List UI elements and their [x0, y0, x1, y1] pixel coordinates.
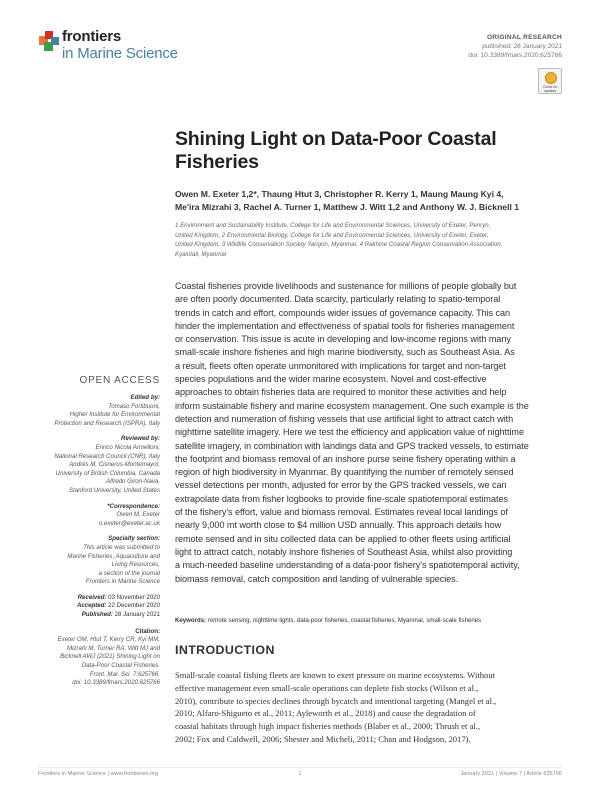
- editor-line: Higher Institute for Environmental: [69, 411, 160, 419]
- intro-line: 2010; Alfaro-Shigueto et al., 2011; Ayleworth et al., 2018) and cause the degradation of: [175, 708, 476, 719]
- abstract-line: nighttime satellite imagery. Here we test the efficiency and application value of nighttime: [175, 427, 524, 438]
- abstract-line: remote sensed and in situ collected data can be applied to other fleets using artificial: [175, 533, 511, 544]
- abstract-line: species populations and the wider marine ecosystem. Novel and cost-effective: [175, 374, 487, 385]
- reviewer-line: National Research Council (CNR), Italy: [54, 452, 160, 460]
- abstract-line: small-scale inshore fisheries and high marine biodiversity, such as Southeast Asia. As: [175, 347, 515, 358]
- author-line[interactable]: Me'ira Mizrahi 3, Rachel A. Turner 1, Matthew J. Witt 1,2 and Anthony W. J. Bicknell 1: [175, 201, 520, 212]
- logo-journal-name: in Marine Science: [62, 45, 178, 62]
- citation-line: Exeter OM, Htut T, Kerry CR, Kyi MM,: [57, 636, 160, 644]
- published-value: 28 January 2021: [114, 611, 160, 619]
- intro-line: coastal habitats through high impact fisheries methods (Blaber et al., 2000; Thrush et al.,: [175, 721, 481, 732]
- citation-line[interactable]: doi: 10.3389/fmars.2020.625766: [72, 679, 160, 687]
- specialty-label: Specialty section:: [108, 535, 160, 543]
- intro-line: Small-scale coastal fishing fleets are known to exert pressure on marine ecosystems. Without: [175, 670, 495, 680]
- specialty-line: a section of the journal: [98, 569, 160, 577]
- specialty-line: Marine Fisheries, Aquaculture and: [67, 552, 160, 560]
- correspondence-label: *Correspondence:: [107, 502, 160, 510]
- crossmark-icon: [545, 72, 557, 84]
- abstract-line: vessel detections per month, adjusted for error by the GPS tracked vessels, we can: [175, 480, 507, 491]
- abstract-line: region of high biodiversity in Myanmar. By quantifying the number of remotely sensed: [175, 467, 514, 478]
- abstract-line: approaches to obtain fisheries data are required to monitor these activities and help: [175, 387, 507, 398]
- introduction-paragraph: [175, 669, 565, 746]
- abstract-line: detection and numeration of fishing vessels that use artificial light to attract catch with: [175, 413, 514, 424]
- affiliation-line: United Kingdom, 3 Wildlife Conservation Society Yangon, Myanmar, 4 Rakhine Coastal Region Conservation Association,: [175, 241, 503, 249]
- correspondence-section: [40, 503, 160, 529]
- abstract-line: Coastal fisheries provide livelihoods and sustenance for millions of people globally but: [175, 281, 517, 291]
- introduction-heading: INTRODUCTION: [175, 643, 275, 657]
- abstract-line: biomass removal, catch composition and landing of vulnerable species.: [175, 573, 459, 584]
- page-footer: [38, 767, 562, 779]
- received-label: Received:: [77, 593, 107, 601]
- editor-line: Protection and Research (ISPRA), Italy: [54, 419, 160, 427]
- received-date: [40, 594, 160, 603]
- published-date-sidebar: [40, 611, 160, 620]
- open-access-label: OPEN ACCESS: [79, 375, 160, 386]
- article-doi[interactable]: doi: 10.3389/fmars.2020.625766: [468, 52, 562, 59]
- published-label: Published:: [81, 611, 113, 619]
- abstract-line: a result, fleets often operate unmonitored with implications for target and non-target: [175, 360, 506, 371]
- citation-section: [40, 628, 160, 688]
- citation-line: Bicknell AWJ (2021) Shining Light on: [60, 653, 160, 661]
- check-for-updates-button[interactable]: [538, 68, 562, 94]
- reviewer-line[interactable]: Enrico Nicola Armelloni,: [95, 443, 160, 451]
- specialty-line: Frontiers in Marine Science: [85, 578, 160, 586]
- abstract-line: light to attract catch, notably inshore fisheries of Southeast Asia, whilst also providing: [175, 546, 513, 557]
- reviewer-line: Stanford University, United States: [69, 486, 160, 494]
- abstract-line: or conservation. This issue is acute in developing and low-income regions with many: [175, 334, 511, 345]
- keywords: [175, 616, 565, 625]
- affiliation-line: 1 Environment and Sustainability Institute, College for Life and Environmental Sciences, University of Exeter, Penryn,: [175, 222, 491, 229]
- abstract-line: trends in catch and effort, compounds wider issues of governance capacity. This can: [175, 307, 511, 318]
- specialty-section: [40, 535, 160, 587]
- frontiers-logo-icon: [38, 30, 60, 52]
- abstract: [175, 280, 565, 586]
- intro-line: 2002; Fox and Caldwell, 2006; Shester and Micheli, 2011; Chan and Hodgson, 2017).: [175, 733, 471, 744]
- footer-page-number: 1: [298, 771, 302, 777]
- article-title: Shining Light on Data-Poor Coastal Fisheries: [175, 128, 497, 173]
- accepted-value: 22 December 2020: [108, 602, 160, 610]
- author-line[interactable]: Owen M. Exeter 1,2*, Thaung Htut 3, Christopher R. Kerry 1, Maung Maung Kyi 4,: [175, 189, 504, 199]
- abstract-line: nearly 9,000 mt worth close to $4 million USD annually. This approach details how: [175, 520, 502, 531]
- logo-brand-name: frontiers: [62, 28, 122, 45]
- published-date: published: 28 January 2021: [482, 43, 562, 50]
- article-sidebar: [40, 375, 160, 695]
- editor-line[interactable]: Tomaso Fortibuoni,: [108, 402, 160, 410]
- abstract-line: a much-needed baseline understanding of a data-poor fishery's spatiotemporal activity,: [175, 560, 520, 571]
- abstract-line: extrapolate data from fisher logbooks to provide fine-scale spatiotemporal estimates: [175, 493, 508, 504]
- keywords-text: remote sensing, nighttime lights, data-poor fisheries, coastal fisheries, Myanmar, small-scale fisheries: [207, 617, 482, 624]
- reviewer-line[interactable]: Andrés M. Cisneros-Montemayor,: [69, 461, 160, 469]
- abstract-line: hinder the implementation and effectiveness of spatial tools for fisheries management: [175, 320, 515, 331]
- keywords-label: Keywords:: [175, 617, 207, 624]
- journal-logo[interactable]: [38, 28, 238, 68]
- reviewer-line[interactable]: Alfredo Giron-Nava,: [106, 478, 160, 486]
- edited-by-section: [40, 394, 160, 428]
- abstract-line: the footprint and biomass removal of an inshore purse seine fishery operating within a: [175, 453, 516, 464]
- reviewer-line: University of British Columbia, Canada: [55, 469, 160, 477]
- accepted-date: [40, 602, 160, 611]
- citation-line: Front. Mar. Sci. 7:625766.: [89, 670, 160, 678]
- specialty-line: This article was submitted to: [83, 543, 160, 551]
- edited-by-label: Edited by:: [130, 394, 160, 401]
- citation-label: Citation:: [135, 627, 160, 635]
- accepted-label: Accepted:: [76, 602, 107, 610]
- abstract-line: of the fishery's effort, value and biomass removal. Estimates reveal local landings of: [175, 507, 508, 518]
- correspondence-name: Owen M. Exeter: [116, 511, 160, 519]
- intro-line: 2010), contribute to species declines through bycatch and intentional targeting (Mangel et al.,: [175, 695, 497, 706]
- author-list: [175, 188, 565, 213]
- citation-line: Data-Poor Coastal Fisheries.: [81, 662, 160, 670]
- affiliation-line: United Kingdom, 2 Environmental Biology, College for Life and Environmental Sciences, University of Exeter, Exeter,: [175, 231, 489, 239]
- specialty-line: Living Resources,: [111, 561, 160, 569]
- abstract-line: inform sustainable fishery and marine ecosystem management. One such example is the: [175, 400, 529, 411]
- intro-line: effective management even small-scale operations can deplete fish stocks (Wilson et al.,: [175, 682, 479, 693]
- article-type: ORIGINAL RESEARCH: [486, 34, 562, 41]
- footer-issue-info: January 2021 | Volume 7 | Article 625766: [460, 771, 562, 777]
- affiliation-line: Kyaintali, Myanmar: [175, 250, 227, 258]
- reviewed-by-section: [40, 435, 160, 495]
- abstract-line: are often poorly documented. Data scarcity, particularly relating to spatio-temporal: [175, 294, 501, 305]
- citation-line: Mizrahi M, Turner RA, Witt MJ and: [67, 644, 160, 652]
- reviewed-by-label: Reviewed by:: [121, 435, 160, 443]
- abstract-line: satellite imagery, in combination with landings data and GPS tracked vessels, to estimate: [175, 440, 529, 451]
- article-dates: [40, 594, 160, 620]
- affiliations: [175, 221, 565, 259]
- received-value: 03 November 2020: [108, 593, 160, 601]
- correspondence-email[interactable]: o.exeter@exeter.ac.uk: [98, 519, 160, 527]
- crossmark-label: Check for updates: [542, 85, 558, 93]
- footer-journal-link[interactable]: Frontiers in Marine Science | www.frontiersin.org: [38, 771, 159, 777]
- article-meta: [468, 33, 562, 60]
